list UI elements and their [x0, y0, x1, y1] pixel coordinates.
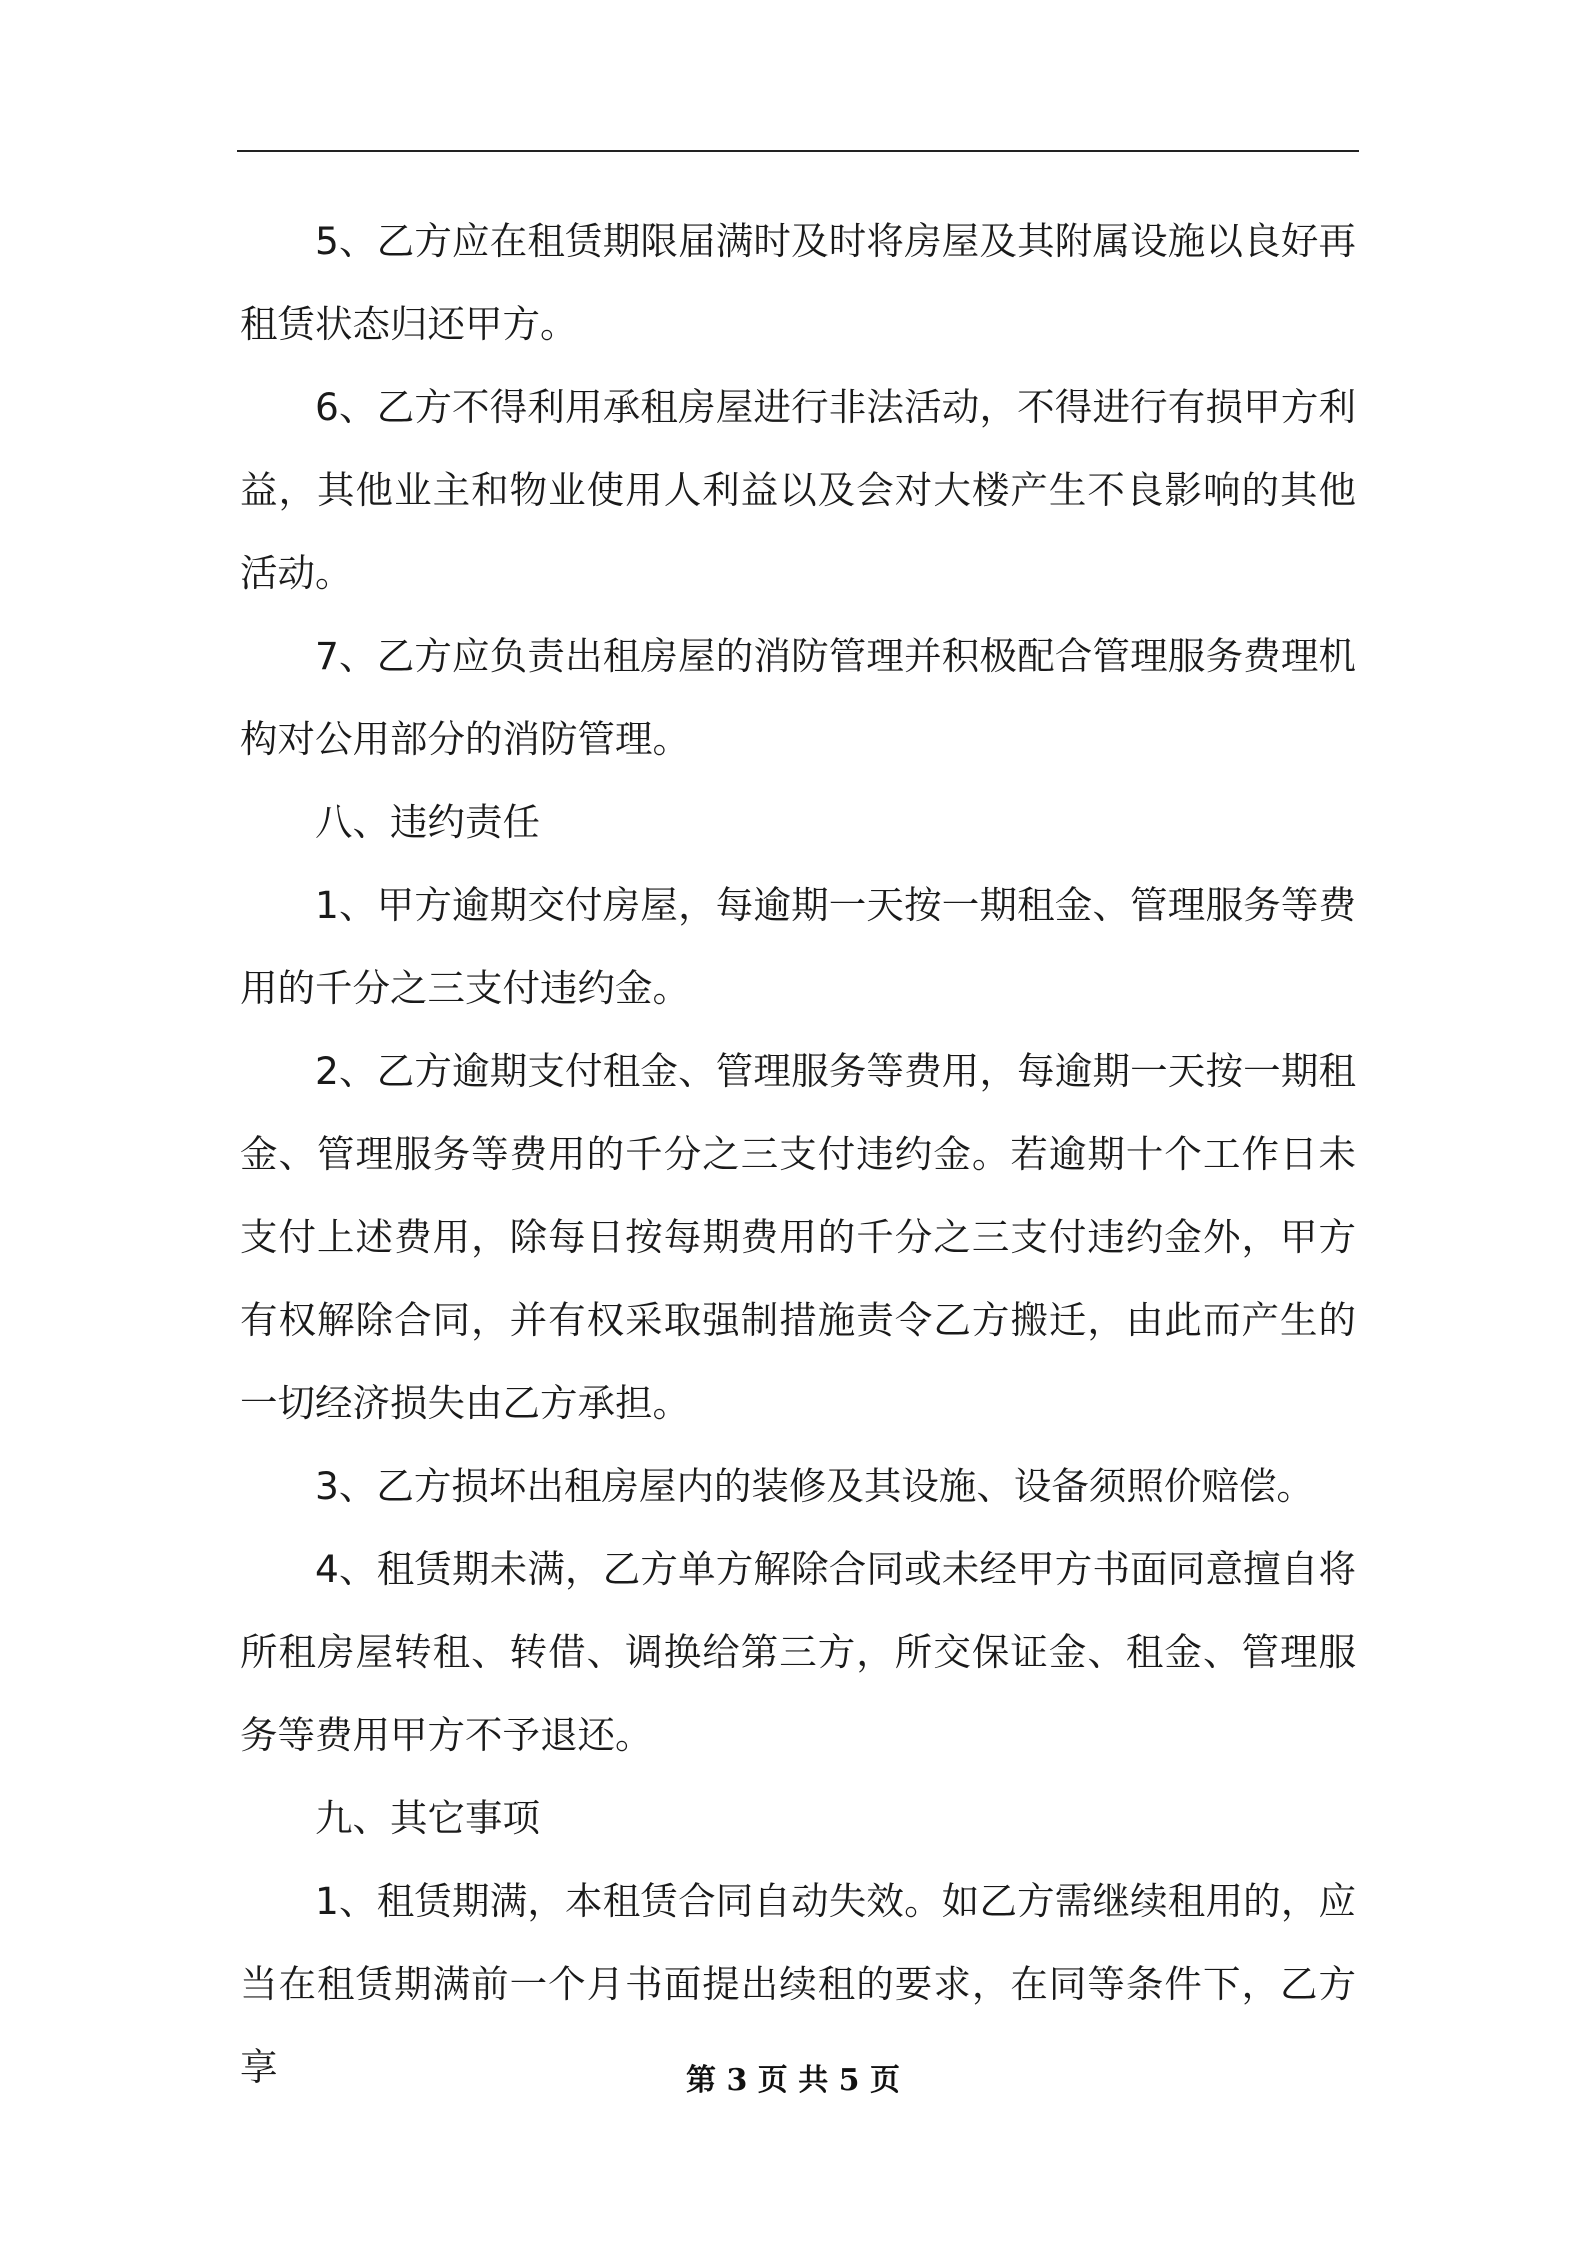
clause-7-6: 6、乙方不得利用承租房屋进行非法活动，不得进行有损甲方利益，其他业主和物业使用人利益以及会对大楼产生不良影响的其他活动。: [240, 385, 1356, 595]
clause-9-1: 1、租赁期满，本租赁合同自动失效。如乙方需继续租用的，应当在租赁期满前一个月书面提出续租的要求，在同等条件下，乙方享: [240, 1879, 1356, 2089]
clause-8-2: 2、乙方逾期支付租金、管理服务等费用，每逾期一天按一期租金、管理服务等费用的千分之三支付违约金。若逾期十个工作日未支付上述费用，除每日按每期费用的千分之三支付违约金外，甲方有权解除合同，并有权采取强制措施责令乙方搬迁，由此而产生的一切经济损失由乙方承担。: [240, 1049, 1356, 1425]
clause-8-1: 1、甲方逾期交付房屋，每逾期一天按一期租金、管理服务等费用的千分之三支付违约金。: [240, 883, 1356, 1010]
document-body: [240, 200, 1356, 2109]
clause-7-5: 5、乙方应在租赁期限届满时及时将房屋及其附属设施以良好再租赁状态归还甲方。: [240, 219, 1356, 346]
section-heading-9: 九、其它事项: [315, 1796, 540, 1840]
clause-8-3: 3、乙方损坏出租房屋内的装修及其设施、设备须照价赔偿。: [315, 1464, 1314, 1508]
page-number-footer: 第 3 页 共 5 页: [686, 2063, 900, 2098]
header-rule: [237, 150, 1359, 152]
section-heading-8: 八、违约责任: [315, 800, 540, 844]
clause-7-7: 7、乙方应负责出租房屋的消防管理并积极配合管理服务费理机构对公用部分的消防管理。: [240, 634, 1356, 761]
clause-8-4: 4、租赁期未满，乙方单方解除合同或未经甲方书面同意擅自将所租房屋转租、转借、调换给第三方，所交保证金、租金、管理服务等费用甲方不予退还。: [240, 1547, 1356, 1757]
